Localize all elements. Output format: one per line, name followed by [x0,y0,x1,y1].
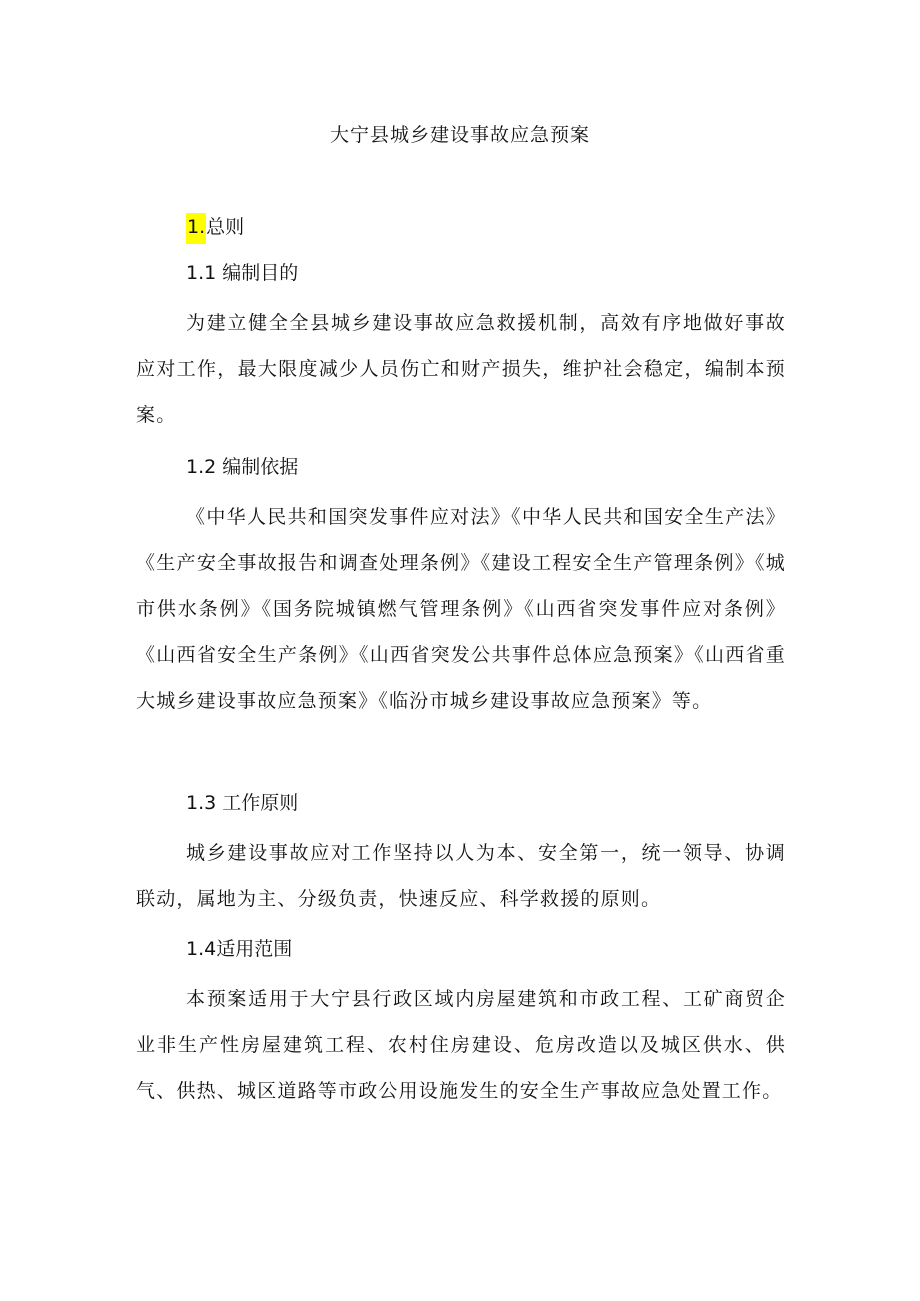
section-1-4-paragraph: 本预案适用于大宁县行政区域内房屋建筑和市政工程、工矿商贸企业非生产性房屋建筑工程、农村住房建设、危房改造以及城区供水、供气、供热、城区道路等市政公用设施发生的安全生产事故应急处置工作。 [136,988,786,1102]
section-1-1-heading: 1.1 编制目的 [186,262,299,284]
section-1-title: 总则 [206,216,245,238]
section-1-heading [186,212,244,242]
section-1-3-heading: 1.3 工作原则 [186,792,299,814]
document-title: 大宁县城乡建设事故应急预案 [329,124,590,146]
section-1-number-highlight: 1. [186,213,206,244]
section-1-2-heading: 1.2 编制依据 [186,456,299,478]
section-1-4-heading: 1.4适用范围 [186,938,293,960]
section-1-2-paragraph: 《中华人民共和国突发事件应对法》《中华人民共和国安全生产法》《生产安全事故报告和调查处理条例》《建设工程安全生产管理条例》《城市供水条例》《国务院城镇燃气管理条例》《山西省突发事件应对条例》《山西省安全生产条例》《山西省突发公共事件总体应急预案》《山西省重大城乡建设事故应急预案》《临汾市城乡建设事故应急预案》等。 [136,506,786,712]
section-1-1-paragraph: 为建立健全全县城乡建设事故应急救援机制，高效有序地做好事故应对工作，最大限度减少人员伤亡和财产损失，维护社会稳定，编制本预案。 [136,312,786,426]
section-1-3-paragraph: 城乡建设事故应对工作坚持以人为本、安全第一，统一领导、协调联动，属地为主、分级负责，快速反应、科学救援的原则。 [136,842,786,910]
